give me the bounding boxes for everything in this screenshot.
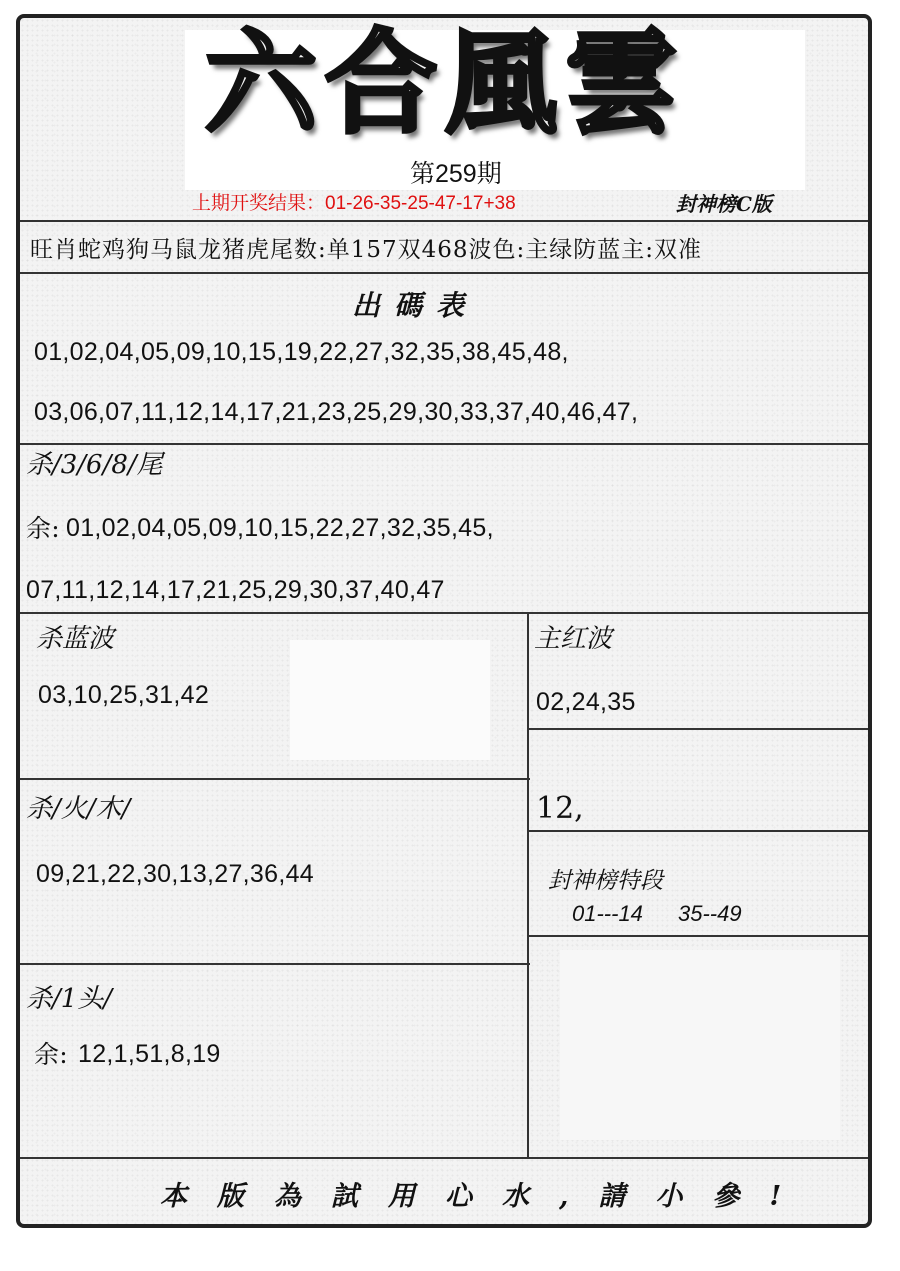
divider: [20, 1157, 868, 1159]
footer-disclaimer: 本版為試用心水,請小參!: [160, 1181, 812, 1212]
hot-zodiac-line: 旺肖蛇鸡狗马鼠龙猪虎尾数:单157双468波色:主绿防蓝主:双准: [30, 237, 703, 263]
main-red-title: 主红波: [534, 624, 613, 654]
kill-tail-remain-row: 01,02,04,05,09,10,15,22,27,32,35,45,: [66, 514, 494, 542]
edition-label: 封神榜C版: [676, 192, 772, 216]
special-segment-title: 封神榜特段: [548, 868, 663, 894]
code-table-title: 出碼表: [352, 289, 479, 322]
column-divider: [527, 612, 529, 1158]
main-red-numbers: 02,24,35: [536, 688, 636, 716]
divider: [528, 935, 868, 937]
special-segment-range: 01---14: [572, 901, 643, 926]
divider: [20, 778, 530, 780]
divider: [528, 728, 868, 730]
divider: [528, 830, 868, 832]
kill-blue-numbers: 03,10,25,31,42: [38, 681, 210, 709]
divider: [20, 443, 868, 445]
kill-tail-remain-row: 07,11,12,14,17,21,25,29,30,37,40,47: [26, 576, 445, 604]
kill-blue-title: 杀蓝波: [36, 624, 115, 654]
kill-element-title: 杀/火/木/: [26, 794, 131, 824]
kill-head-title: 杀/1头/: [26, 984, 113, 1014]
kill-tail-title: 杀/3/6/8/尾: [26, 450, 163, 480]
divider: [20, 272, 868, 274]
divider: [20, 963, 530, 965]
kill-element-numbers: 09,21,22,30,13,27,36,44: [36, 860, 314, 888]
panel-highlight: [290, 640, 490, 760]
single-number: 12,: [536, 791, 584, 826]
divider: [20, 612, 868, 614]
special-segment-range: 35--49: [678, 901, 742, 926]
kill-tail-remain-label: 余:: [26, 514, 61, 543]
kill-head-remain-label: 余:: [34, 1040, 69, 1069]
previous-result: 上期开奖结果：01-26-35-25-47-17+38: [192, 193, 516, 214]
logo-title: 六合風雲: [205, 18, 685, 149]
code-table-row: 03,06,07,11,12,14,17,21,23,25,29,30,33,37,40,46,47,: [34, 398, 639, 426]
blank-panel: [560, 950, 840, 1140]
code-table-row: 01,02,04,05,09,10,15,19,22,27,32,35,38,45,48,: [34, 338, 569, 366]
kill-head-numbers: 12,1,51,8,19: [78, 1040, 221, 1068]
divider: [20, 220, 868, 222]
issue-number: 第259期: [410, 160, 502, 188]
